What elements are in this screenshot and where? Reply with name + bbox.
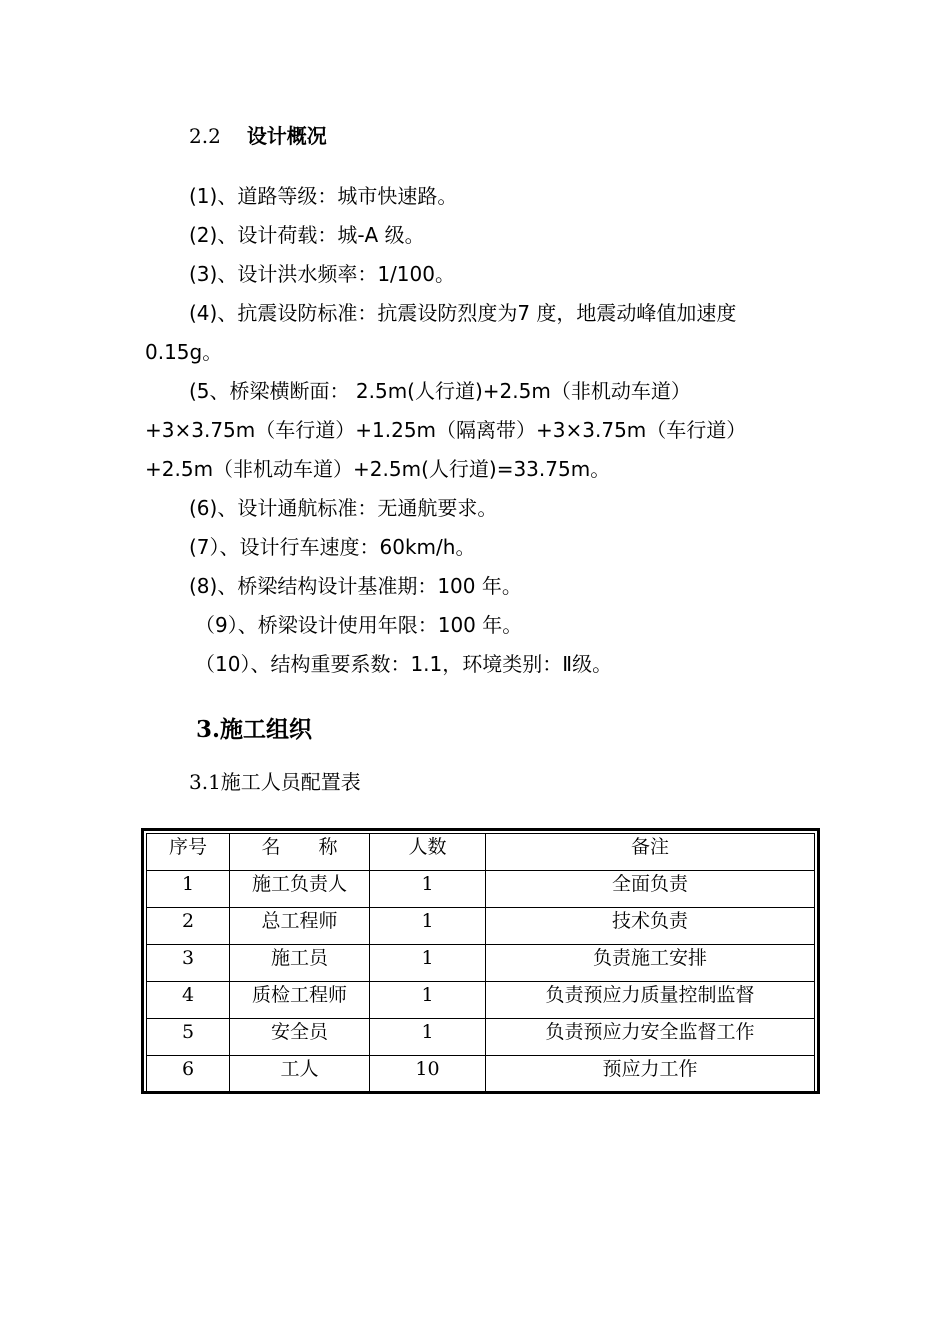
cell-remarks: 负责预应力安全监督工作 — [486, 1019, 815, 1056]
staff-table-frame — [141, 828, 820, 1094]
cell-name: 安全员 — [230, 1019, 370, 1056]
item-cross-section-cont-1: +3×3.75m（车行道）+1.25m（隔离带）+3×3.75m（车行道） — [145, 418, 747, 442]
cell-name: 施工负责人 — [230, 871, 370, 908]
cell-number: 2 — [147, 908, 230, 945]
item-cross-section-cont-2: +2.5m（非机动车道）+2.5m(人行道)=33.75m。 — [145, 457, 611, 481]
section-number: 2.2 — [189, 124, 221, 148]
item-design-speed: (7）、设计行车速度：60km/h。 — [189, 535, 476, 559]
item-seismic-standard: (4)、抗震设防标准：抗震设防烈度为7 度，地震动峰值加速度 — [189, 301, 737, 325]
table-row — [147, 982, 815, 1019]
item-service-life: （9）、桥梁设计使用年限：100 年。 — [195, 613, 523, 637]
item-importance-factor: （10）、结构重要系数：1.1，环境类别：Ⅱ级。 — [195, 652, 613, 676]
table-header-row — [147, 834, 815, 871]
cell-remarks: 负责预应力质量控制监督 — [486, 982, 815, 1019]
cell-number: 4 — [147, 982, 230, 1019]
section-title: 设计概况 — [246, 124, 327, 148]
design-overview-list — [145, 177, 815, 684]
cell-count: 1 — [370, 871, 486, 908]
staff-table — [146, 833, 815, 1093]
header-remarks: 备注 — [486, 834, 815, 871]
cell-number: 5 — [147, 1019, 230, 1056]
cell-remarks: 负责施工安排 — [486, 945, 815, 982]
item-seismic-standard-cont: 0.15g。 — [145, 340, 223, 364]
item-cross-section: (5、桥梁横断面： 2.5m(人行道)+2.5m（非机动车道） — [189, 379, 691, 403]
cell-remarks: 预应力工作 — [486, 1056, 815, 1093]
cell-count: 1 — [370, 1019, 486, 1056]
cell-number: 1 — [147, 871, 230, 908]
header-number: 序号 — [147, 834, 230, 871]
cell-number: 6 — [147, 1056, 230, 1093]
item-reference-period: (8)、桥梁结构设计基准期：100 年。 — [189, 574, 522, 598]
cell-remarks: 技术负责 — [486, 908, 815, 945]
item-road-grade: (1)、道路等级：城市快速路。 — [189, 184, 458, 208]
cell-name: 质检工程师 — [230, 982, 370, 1019]
header-name: 名 称 — [230, 834, 370, 871]
cell-number: 3 — [147, 945, 230, 982]
cell-count: 1 — [370, 945, 486, 982]
section-3-heading: 3.施工组织 — [196, 716, 313, 743]
table-row — [147, 1019, 815, 1056]
cell-count: 1 — [370, 982, 486, 1019]
cell-count: 1 — [370, 908, 486, 945]
cell-remarks: 全面负责 — [486, 871, 815, 908]
cell-count: 10 — [370, 1056, 486, 1093]
table-row — [147, 945, 815, 982]
table-row — [147, 908, 815, 945]
table-row — [147, 1056, 815, 1093]
cell-name: 工人 — [230, 1056, 370, 1093]
table-row — [147, 871, 815, 908]
header-count: 人数 — [370, 834, 486, 871]
item-navigation-standard: (6)、设计通航标准：无通航要求。 — [189, 496, 498, 520]
cell-name: 总工程师 — [230, 908, 370, 945]
section-2-2-heading — [189, 120, 327, 152]
section-3-1-heading: 3.1施工人员配置表 — [189, 770, 361, 794]
item-flood-frequency: (3)、设计洪水频率：1/100。 — [189, 262, 455, 286]
cell-name: 施工员 — [230, 945, 370, 982]
item-design-load: (2)、设计荷载：城-A 级。 — [189, 223, 425, 247]
